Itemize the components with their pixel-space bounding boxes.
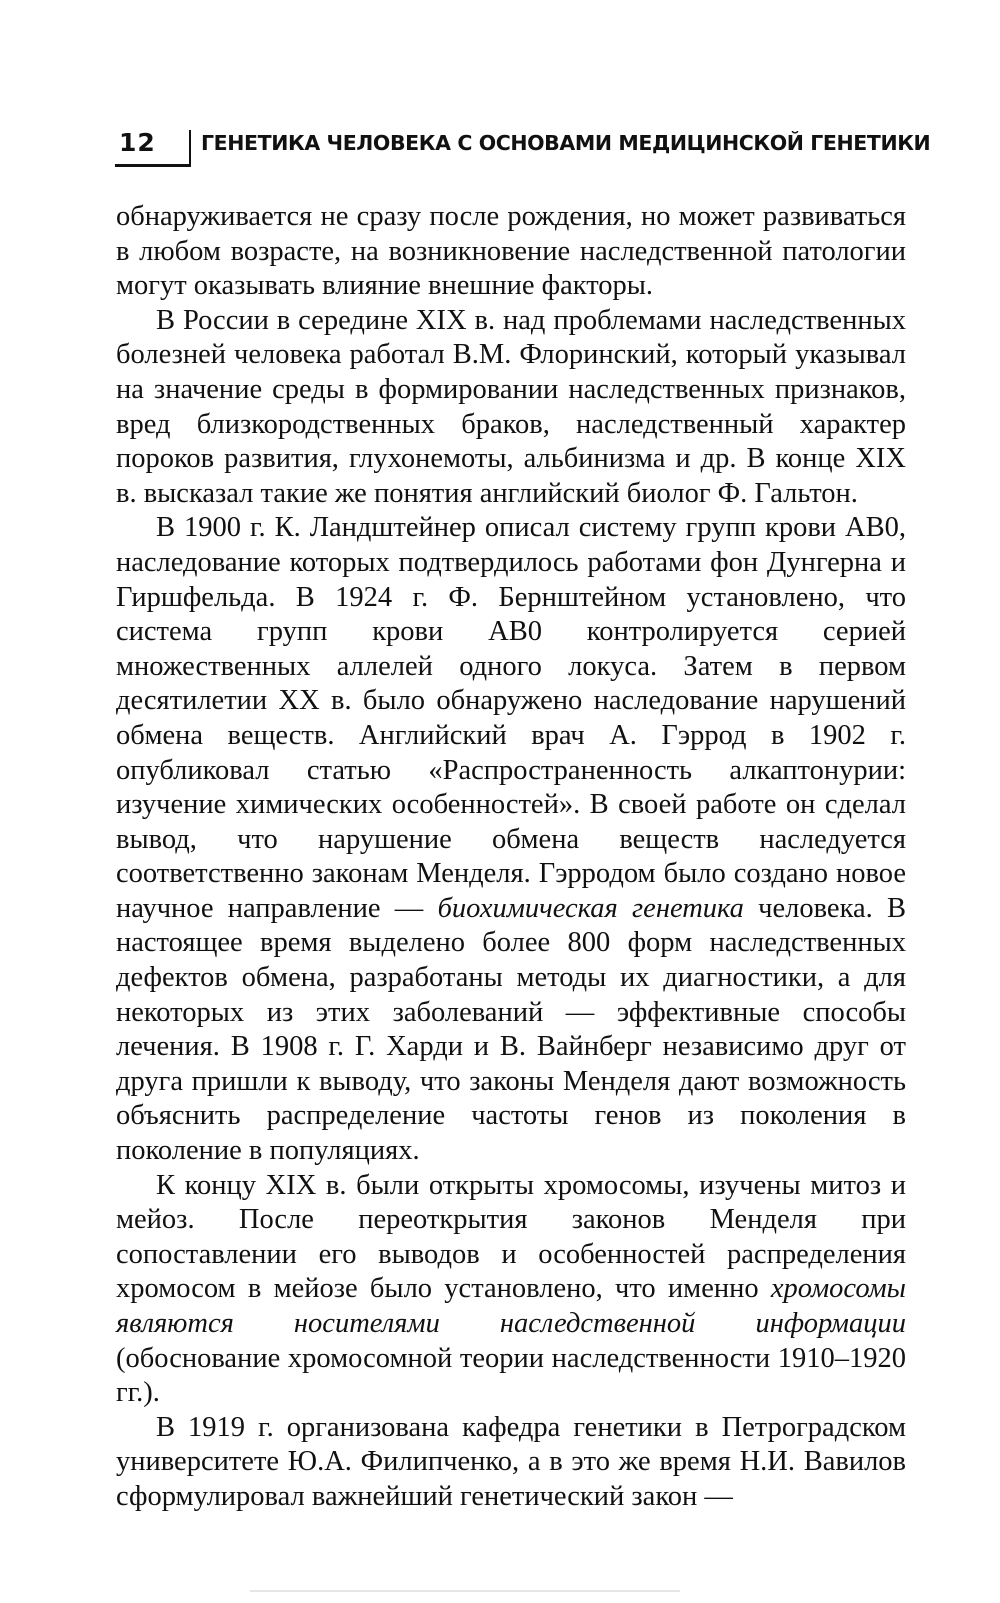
page-number: 12	[119, 128, 156, 157]
header-rule	[115, 164, 191, 167]
term-biochemical-genetics: биохимическая генетика	[437, 892, 744, 924]
running-title: ГЕНЕТИКА ЧЕЛОВЕКА С ОСНОВАМИ МЕДИЦИНСКОЙ ГЕНЕТИКИ	[201, 131, 931, 155]
scan-artifact	[250, 1590, 680, 1592]
paragraph-chromosomes	[116, 1169, 906, 1411]
header-divider	[189, 130, 191, 164]
page-header	[115, 124, 931, 186]
term-chromosome-theory: хромосомы являются носителями наследственной информации	[116, 1273, 906, 1339]
paragraph-vavilov: В 1919 г. организована кафедра генетики в Петроградском университете Ю.А. Филипченко, а в это же время Н.И. Вавилов сформулировал важнейший генетический закон —	[116, 1411, 906, 1512]
paragraph-continuation: обнаруживается не сразу после рождения, но может развиваться в любом возрасте, на возникновение наследственной патологии могут оказывать влияние внешние факторы.	[116, 201, 906, 302]
paragraph-chromosomes-text-2: (обоснование хромосомной теории наследственности 1910–1920 гг.).	[116, 1342, 906, 1409]
paragraph-florinsky: В России в середине XIX в. над проблемами наследственных болезней человека работал В.М. Флоринский, который указывал на значение среды в формировании наследственных признаков, вред близкородственных браков, наследственный характер пороков развития, глухонемоты, альбинизма и др. В конце XIX в. высказал такие же понятия английский биолог Ф. Гальтон.	[116, 304, 906, 509]
paragraph-blood-groups	[116, 511, 906, 1168]
paragraph-blood-groups-text-1: В 1900 г. К. Ландштейнер описал систему групп крови AB0, наследование которых подтвердилось работами фон Дунгерна и Гиршфельда. В 1924 г. Ф. Бернштейном установлено, что система групп крови AB0 контролируется серией множественных аллелей одного локуса. Затем в первом десятилетии XX в. было обнаружено наследование нарушений обмена веществ. Английский врач А. Гэррод в 1902 г. опубликовал статью «Распространенность алкаптонурии: изучение химических особенностей». В своей работе он сделал вывод, что нарушение обмена веществ наследуется соответственно законам Менделя. Гэрродом было создано новое научное направление —	[116, 512, 906, 924]
paragraph-chromosomes-text-1: К концу XIX в. были открыты хромосомы, изучены митоз и мейоз. После переоткрытия законов Менделя при сопоставлении его выводов и особенностей распределения хромосом в мейозе было установлено, что именно	[116, 1169, 906, 1305]
body-text	[116, 200, 906, 1515]
paragraph-blood-groups-text-2: человека. В настоящее время выделено более 800 форм наследственных дефектов обмена, разработаны методы их диагностики, а для некоторых из этих заболеваний — эффективные способы лечения. В 1908 г. Г. Харди и В. Вайнберг независимо друг от друга пришли к выводу, что законы Менделя дают возможность объяснить распределение частоты генов из поколения в поколение в популяциях.	[116, 892, 907, 1167]
